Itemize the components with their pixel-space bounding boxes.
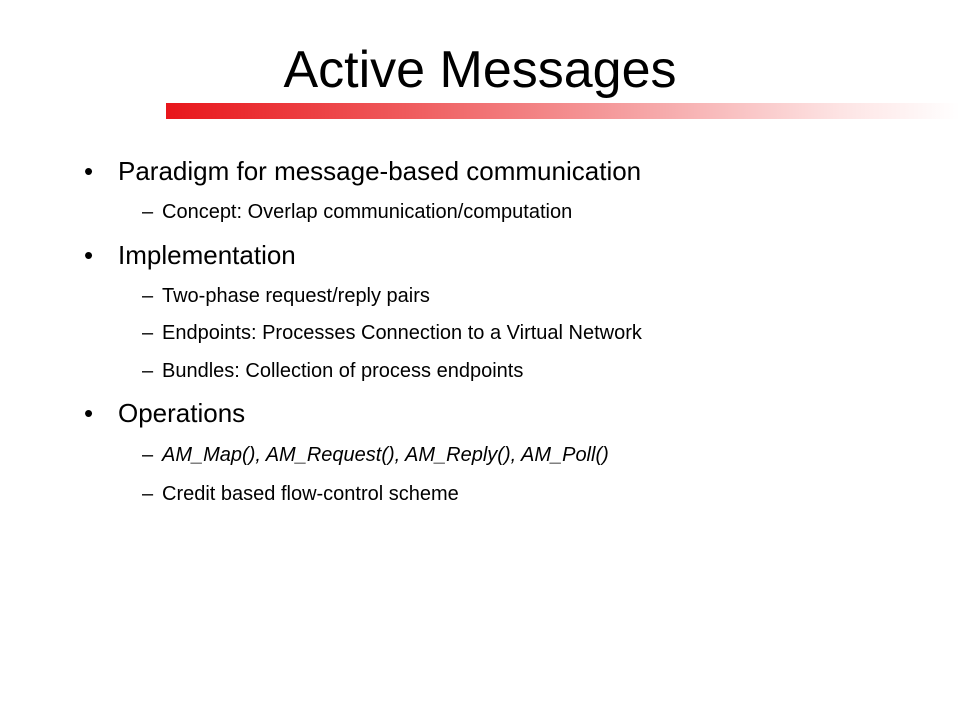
dash-icon: –: [142, 285, 154, 307]
bullet-text: Implementation: [118, 240, 296, 270]
sub-text: Endpoints: Processes Connection to a Virtual Network: [162, 322, 642, 344]
sub-text: Two-phase request/reply pairs: [162, 285, 430, 307]
sub-text: Bundles: Collection of process endpoints: [162, 360, 524, 382]
bullet-icon: •: [84, 240, 94, 270]
bullet-icon: •: [84, 398, 94, 428]
sub-text: Credit based flow-control scheme: [162, 483, 459, 505]
sub-text: Concept: Overlap communication/computation: [162, 201, 573, 223]
dash-icon: –: [142, 322, 154, 344]
dash-icon: –: [142, 444, 154, 466]
bullet-text: Operations: [118, 398, 246, 428]
sub-text: AM_Map(), AM_Request(), AM_Reply(), AM_Poll(): [162, 444, 609, 466]
bullet-text: Paradigm for message-based communication: [118, 156, 642, 186]
bullet-icon: •: [84, 156, 94, 186]
dash-icon: –: [142, 201, 154, 223]
dash-icon: –: [142, 360, 154, 382]
slide-title: Active Messages: [283, 41, 677, 99]
dash-icon: –: [142, 483, 154, 505]
